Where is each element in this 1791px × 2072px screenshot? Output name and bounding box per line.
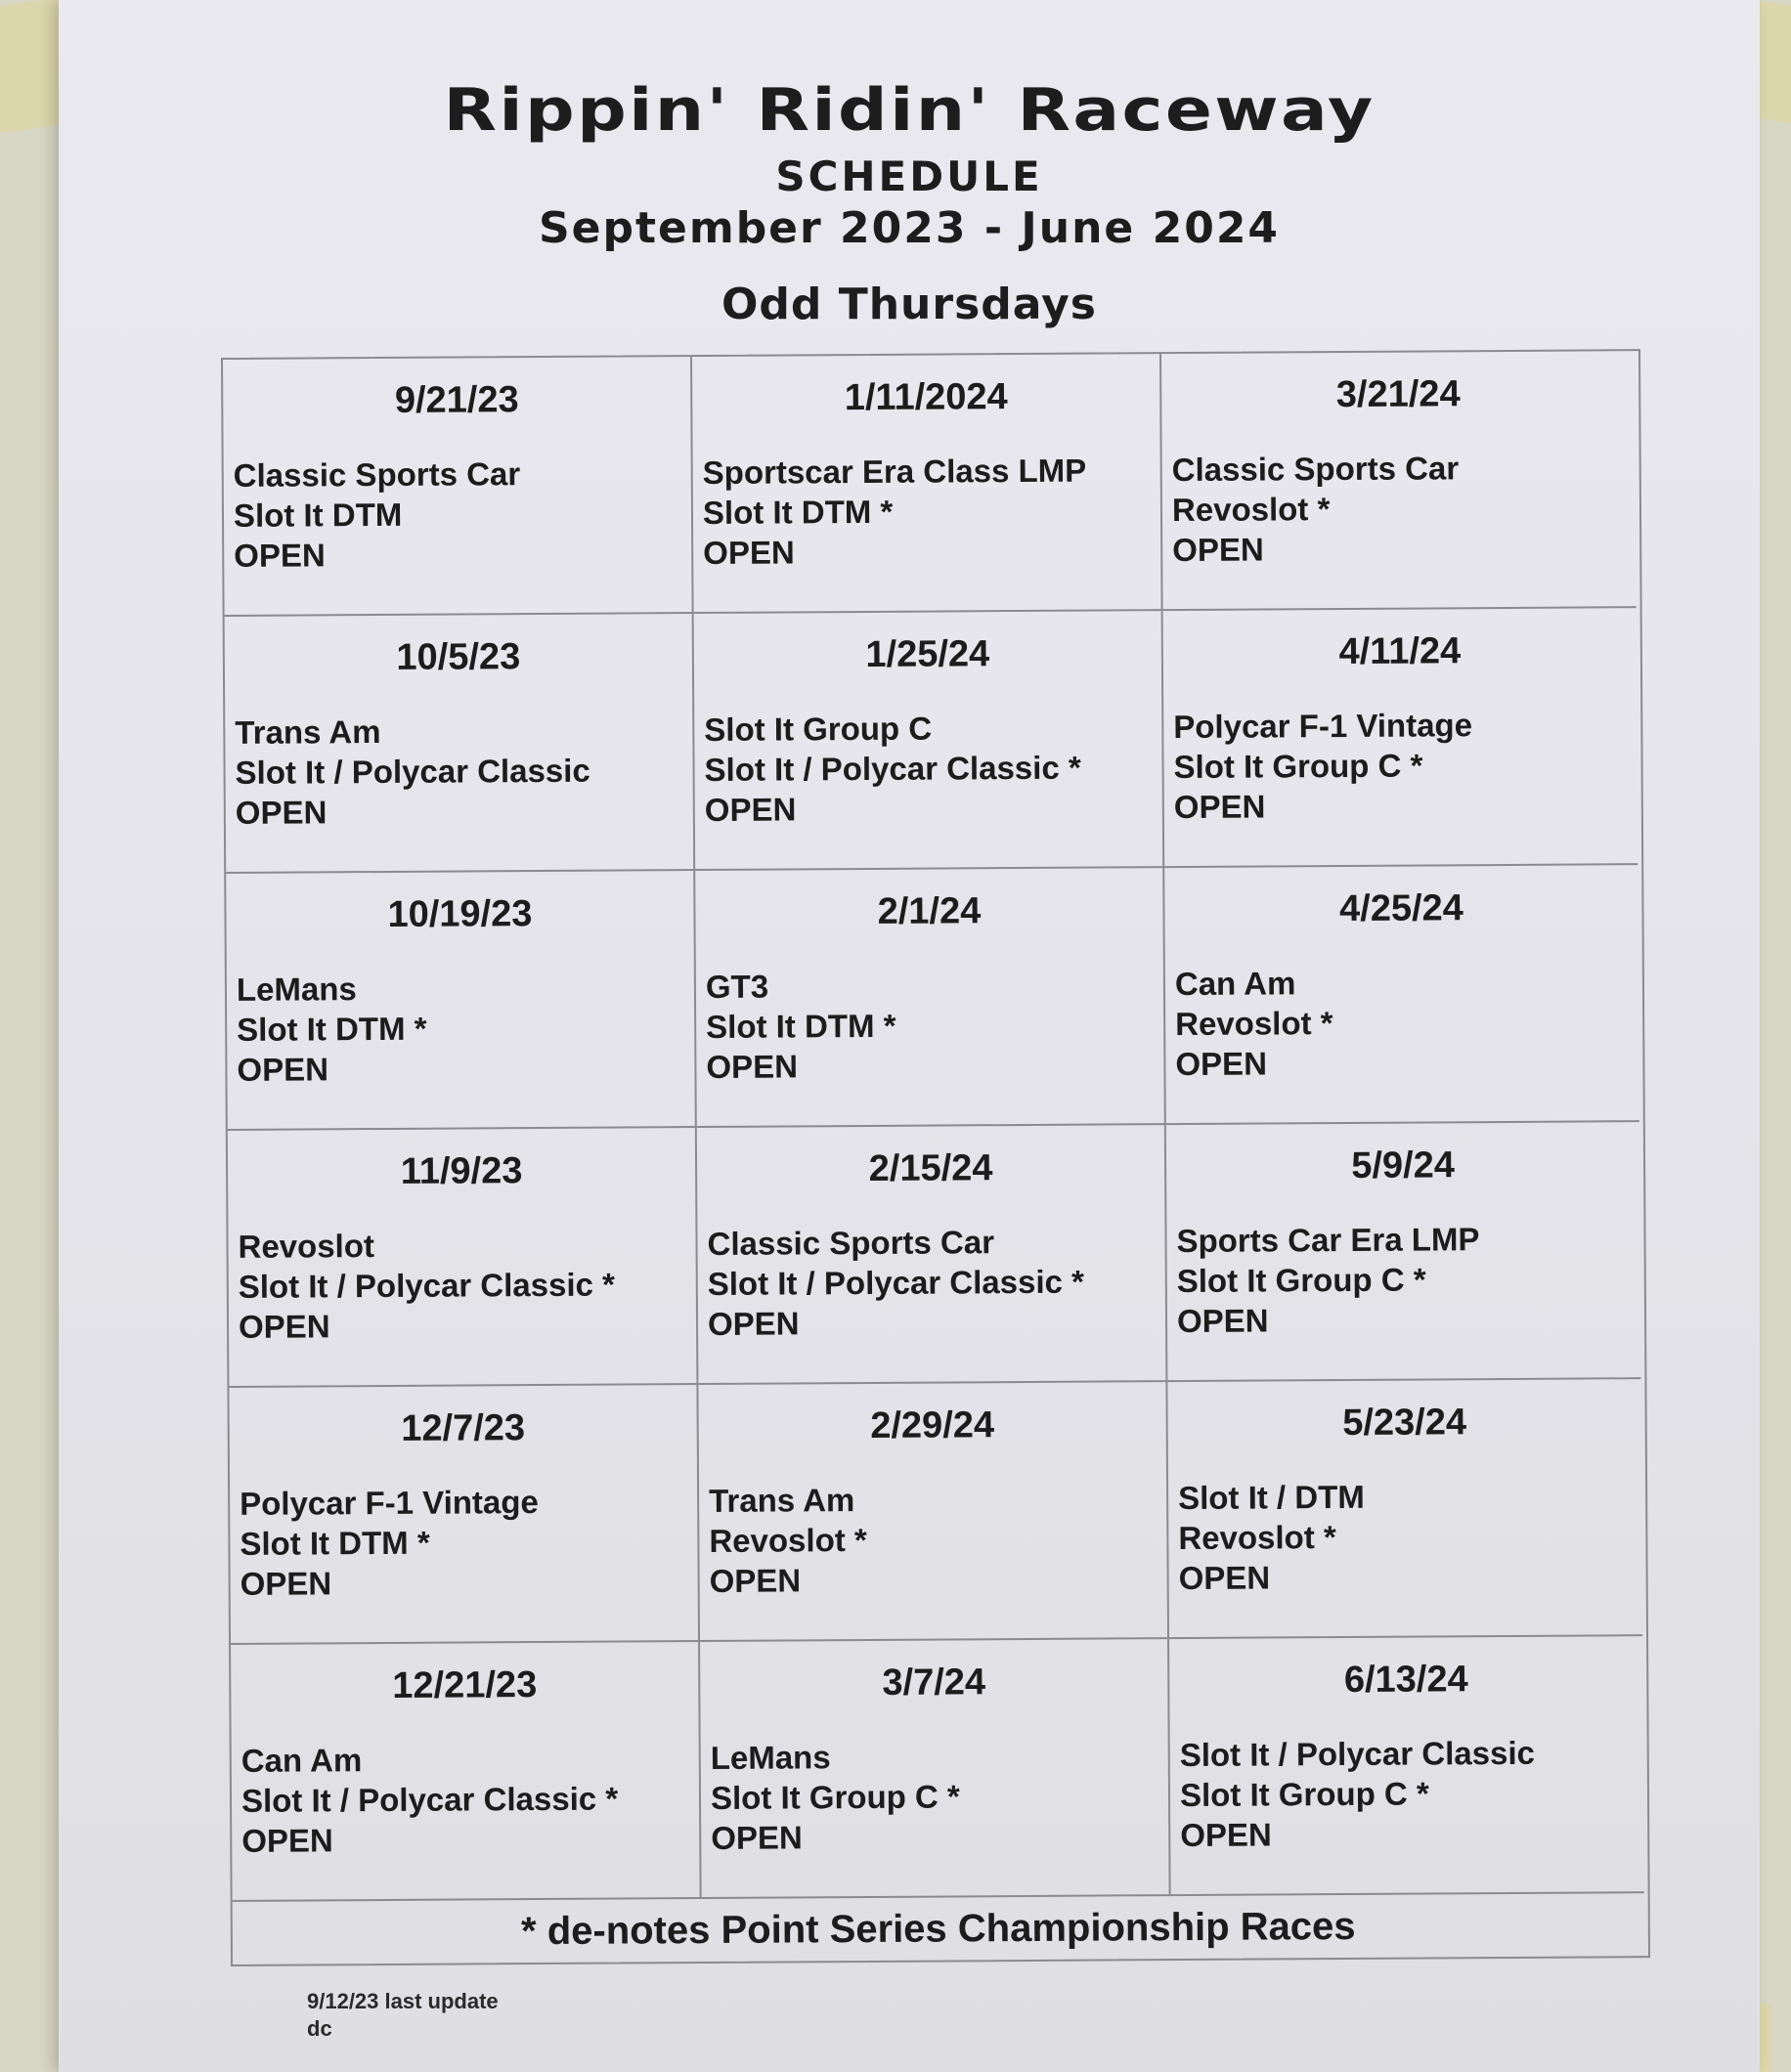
race-class: Can Am — [240, 1742, 363, 1779]
document-title: Rippin' Ridin' Raceway — [443, 76, 1376, 145]
schedule-cell — [694, 611, 1165, 871]
race-class: Slot It / Polycar Classic * — [240, 1780, 619, 1819]
race-class: Slot It / Polycar Classic — [1179, 1734, 1536, 1774]
race-class: LeMans — [710, 1739, 831, 1776]
race-date: 3/21/24 — [1335, 373, 1461, 416]
race-classes — [1178, 1477, 1365, 1598]
race-open-class: OPEN — [707, 1305, 800, 1342]
race-classes — [709, 1480, 867, 1601]
author-initials: dc — [307, 2016, 332, 2041]
race-classes — [235, 711, 590, 833]
schedule-cell — [1167, 1379, 1642, 1639]
race-class: Slot It Group C * — [1179, 1775, 1429, 1814]
race-class: Slot It DTM — [233, 496, 403, 534]
race-class: LeMans — [236, 971, 357, 1008]
race-open-class: OPEN — [704, 791, 797, 828]
race-open-class: OPEN — [240, 1565, 332, 1602]
race-classes — [703, 451, 1087, 573]
race-class: Trans Am — [709, 1482, 855, 1519]
race-date: 11/9/23 — [400, 1150, 523, 1192]
race-class: Polycar F-1 Vintage — [1173, 707, 1473, 746]
race-class: Slot It / Polycar Classic * — [238, 1266, 616, 1305]
race-date: 1/11/2024 — [844, 376, 1008, 419]
schedule-cell — [223, 357, 694, 617]
race-open-class: OPEN — [238, 1308, 330, 1345]
race-open-class: OPEN — [237, 1051, 329, 1088]
race-class: Classic Sports Car — [707, 1224, 995, 1262]
race-class: Slot It Group C * — [710, 1778, 960, 1816]
race-class: Classic Sports Car — [1171, 450, 1460, 489]
race-classes — [240, 1482, 539, 1604]
schedule-cell — [692, 354, 1163, 614]
race-date: 5/9/24 — [1351, 1144, 1456, 1187]
day-label: Odd Thursdays — [721, 280, 1097, 329]
race-class: Revoslot * — [1175, 1005, 1333, 1043]
race-classes — [1180, 1733, 1536, 1855]
race-class: Sportscar Era Class LMP — [702, 452, 1087, 491]
race-date: 2/15/24 — [868, 1147, 993, 1189]
schedule-sheet — [59, 0, 1760, 2072]
last-update-note — [307, 1988, 499, 2043]
race-date: 1/25/24 — [865, 633, 990, 675]
race-date: 5/23/24 — [1342, 1402, 1467, 1445]
race-classes — [1176, 1219, 1480, 1341]
race-class: Revoslot * — [1171, 491, 1331, 529]
race-class: Slot It / DTM — [1178, 1478, 1365, 1517]
schedule-cell — [229, 1385, 700, 1645]
race-class: Can Am — [1174, 965, 1296, 1003]
race-class: Slot It / Polycar Classic * — [704, 749, 1081, 788]
schedule-cell — [226, 871, 697, 1131]
race-open-class: OPEN — [703, 534, 795, 571]
race-class: GT3 — [705, 968, 769, 1005]
race-classes — [238, 1225, 615, 1347]
race-open-class: OPEN — [1180, 1816, 1272, 1854]
race-open-class: OPEN — [1173, 788, 1266, 826]
race-date: 9/21/23 — [394, 379, 519, 421]
race-classes — [707, 1222, 1084, 1344]
race-open-class: OPEN — [1176, 1302, 1269, 1340]
last-update-text: 9/12/23 last update — [307, 1989, 499, 2013]
race-open-class: OPEN — [1175, 1045, 1268, 1083]
race-class: Slot It / Polycar Classic — [235, 752, 590, 791]
race-class: Revoslot * — [1178, 1519, 1336, 1557]
schedule-cell — [228, 1128, 699, 1388]
race-date: 3/7/24 — [882, 1662, 986, 1704]
race-date: 10/5/23 — [396, 636, 521, 678]
race-class: Classic Sports Car — [233, 455, 521, 494]
race-class: Revoslot * — [709, 1521, 867, 1559]
document-subtitle: SCHEDULE — [775, 152, 1043, 200]
schedule-cell — [1163, 608, 1638, 868]
race-open-class: OPEN — [706, 1048, 799, 1085]
race-class: Trans Am — [235, 713, 381, 751]
race-class: Polycar F-1 Vintage — [240, 1484, 539, 1522]
schedule-cell — [1166, 1122, 1641, 1382]
race-classes — [241, 1739, 619, 1861]
race-classes — [237, 969, 427, 1090]
race-class: Slot It DTM * — [237, 1010, 427, 1048]
schedule-cell — [697, 1125, 1168, 1385]
race-open-class: OPEN — [235, 794, 328, 831]
race-classes — [1172, 448, 1460, 570]
race-classes — [1175, 963, 1333, 1084]
schedule-table — [221, 349, 1650, 1966]
race-date: 12/21/23 — [392, 1664, 538, 1706]
schedule-cell — [225, 614, 696, 874]
race-class: Slot It DTM * — [706, 1007, 896, 1045]
race-date: 10/19/23 — [387, 893, 533, 935]
race-classes — [704, 708, 1081, 830]
schedule-cell — [1161, 351, 1637, 611]
schedule-cell — [1169, 1636, 1644, 1896]
race-class: Sports Car Era LMP — [1176, 1221, 1480, 1260]
schedule-cell — [700, 1639, 1171, 1899]
race-class: Revoslot — [238, 1228, 375, 1265]
schedule-cell — [698, 1382, 1169, 1642]
schedule-cell — [695, 868, 1166, 1128]
race-open-class: OPEN — [241, 1822, 333, 1859]
schedule-cell — [231, 1642, 702, 1902]
schedule-cell — [1164, 865, 1639, 1125]
race-classes — [234, 453, 521, 576]
footnote: * de-notes Point Series Championship Races — [520, 1904, 1356, 1954]
race-date: 6/13/24 — [1343, 1659, 1468, 1702]
race-classes — [711, 1736, 961, 1858]
race-class: Slot It Group C * — [1173, 747, 1423, 786]
race-date: 4/25/24 — [1338, 887, 1463, 930]
race-date: 4/11/24 — [1338, 630, 1462, 673]
race-class: Slot It DTM * — [702, 493, 894, 531]
race-date: 2/29/24 — [870, 1404, 995, 1446]
race-class: Slot It Group C * — [1176, 1261, 1426, 1300]
race-open-class: OPEN — [1178, 1559, 1271, 1597]
race-date: 12/7/23 — [401, 1407, 526, 1449]
race-class: Slot It / Polycar Classic * — [707, 1263, 1085, 1302]
race-open-class: OPEN — [234, 537, 326, 574]
race-class: Slot It Group C — [704, 710, 933, 748]
race-classes — [1173, 705, 1472, 827]
race-open-class: OPEN — [709, 1562, 802, 1599]
season-range: September 2023 - June 2024 — [538, 203, 1281, 253]
race-classes — [706, 966, 896, 1087]
race-class: Slot It DTM * — [240, 1524, 430, 1562]
race-open-class: OPEN — [711, 1819, 803, 1856]
race-date: 2/1/24 — [877, 890, 982, 932]
race-open-class: OPEN — [1172, 531, 1264, 569]
